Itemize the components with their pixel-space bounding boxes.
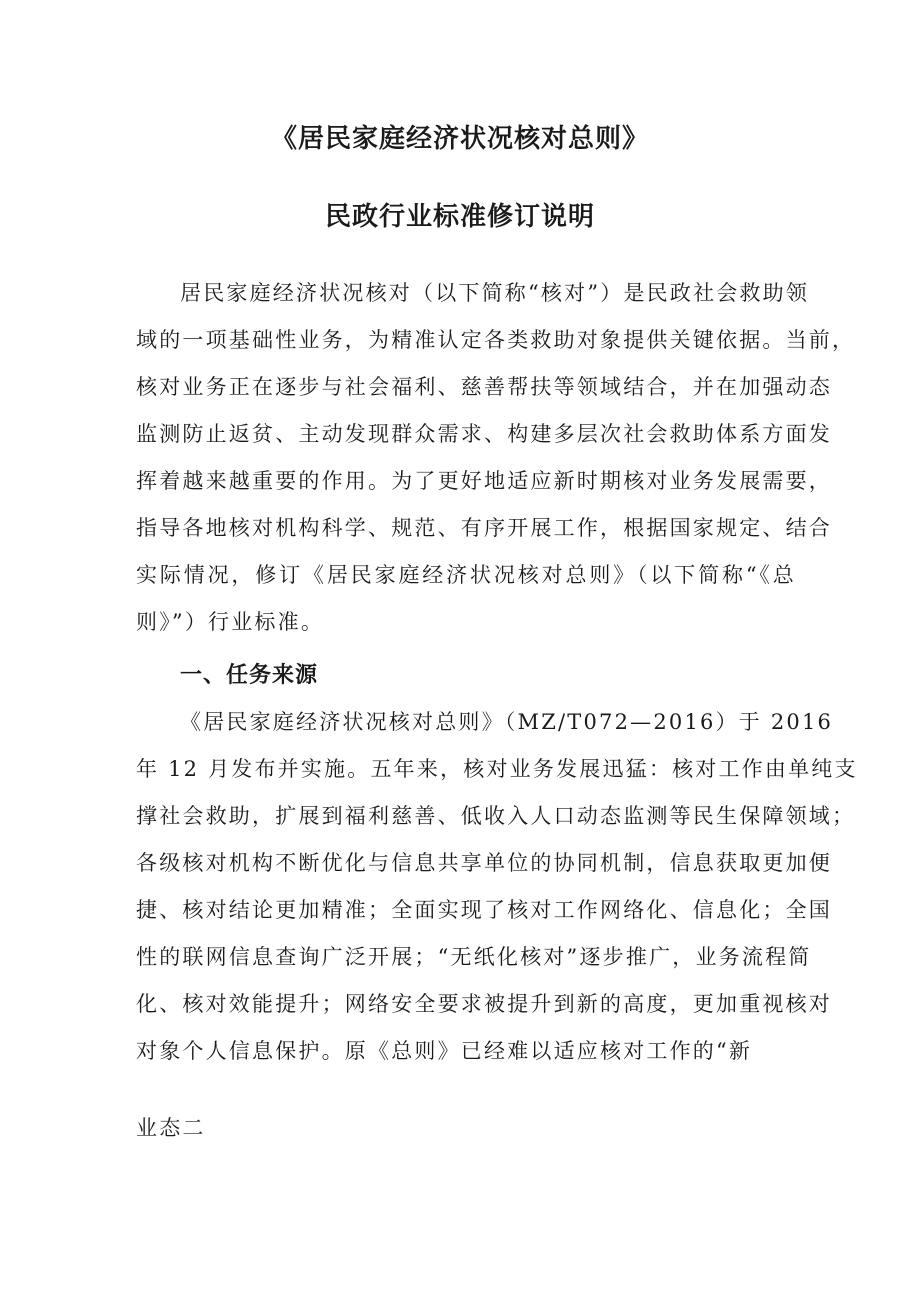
paragraph-line: 则》”）行业标准。 <box>136 610 325 634</box>
paragraph-line: 域的一项基础性业务，为精准认定各类救助对象提供关键依据。当前， <box>136 328 856 352</box>
paragraph-line: 化、核对效能提升；网络安全要求被提升到新的高度，更加重视核对 <box>136 992 832 1016</box>
document-subtitle: 民政行业标准修订说明 <box>324 202 595 232</box>
document-title: 《居民家庭经济状况核对总则》 <box>270 124 649 154</box>
section-heading: 一、任务来源 <box>180 663 319 688</box>
paragraph-line: 实际情况，修订《居民家庭经济状况核对总则》（以下简称“《总 <box>136 563 796 587</box>
paragraph-line: 各级核对机构不断优化与信息共享单位的协同机制，信息获取更加便 <box>136 851 832 875</box>
paragraph-line: 性的联网信息查询广泛开展；“无纸化核对”逐步推广，业务流程简 <box>136 945 812 969</box>
trailing-line: 业态二 <box>136 1116 206 1140</box>
paragraph-line: 监测防止返贫、主动发现群众需求、构建多层次社会救助体系方面发 <box>136 422 832 446</box>
paragraph-line: 挥着越来越重要的作用。为了更好地适应新时期核对业务发展需要， <box>136 469 832 493</box>
paragraph-line: 核对业务正在逐步与社会福利、慈善帮扶等领域结合，并在加强动态 <box>136 375 832 399</box>
paragraph-line: 年 12 月发布并实施。五年来，核对业务发展迅猛：核对工作由单纯支 <box>136 757 858 781</box>
paragraph-line: 撑社会救助，扩展到福利慈善、低收入人口动态监测等民生保障领域； <box>136 804 856 828</box>
paragraph-line: 居民家庭经济状况核对（以下简称“核对”）是民政社会救助领 <box>180 281 810 305</box>
paragraph-line: 《居民家庭经济状况核对总则》（MZ/T072—2016）于 2016 <box>180 710 834 734</box>
paragraph-line: 捷、核对结论更加精准；全面实现了核对工作网络化、信息化；全国 <box>136 898 832 922</box>
paragraph-line: 对象个人信息保护。原《总则》已经难以适应核对工作的“新 <box>136 1039 753 1063</box>
paragraph-line: 指导各地核对机构科学、规范、有序开展工作，根据国家规定、结合 <box>136 516 832 540</box>
